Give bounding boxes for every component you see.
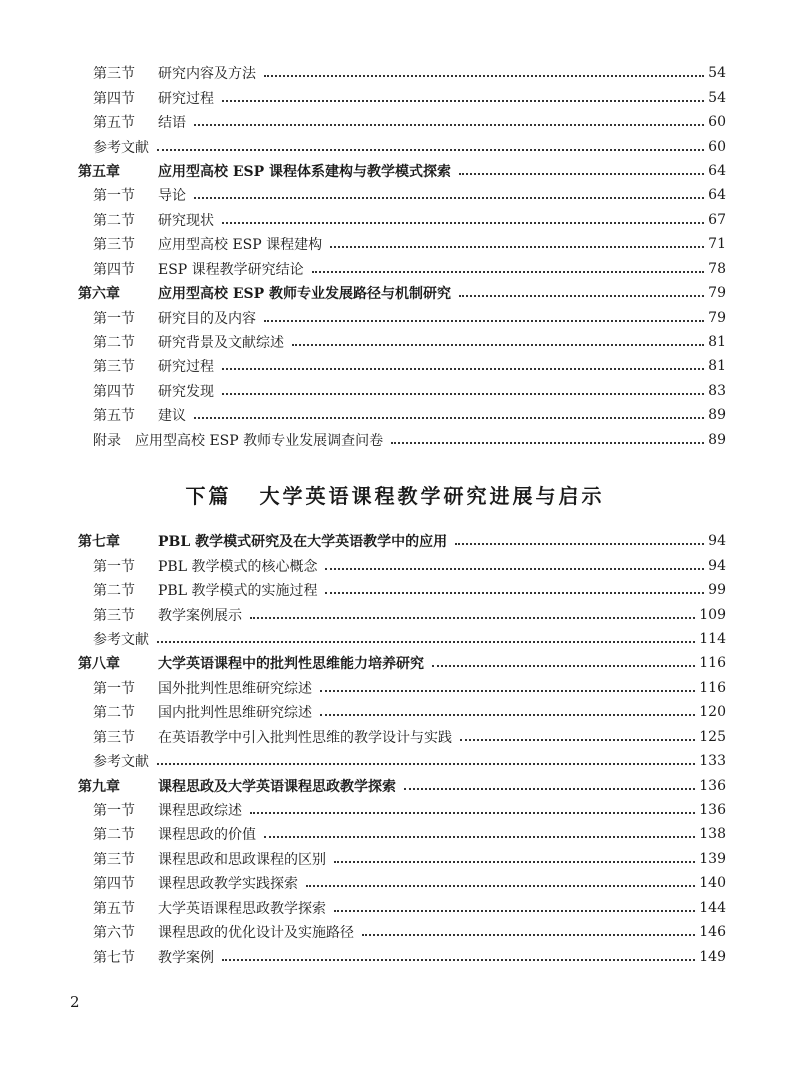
dot-leader [325,592,704,594]
entry-page: 146 [699,924,726,941]
entry-title: 教学案例展示 [158,607,242,624]
toc-section-entry[interactable] [78,85,726,109]
part-label: 下篇 [185,484,232,508]
entry-title: 教学案例 [158,949,214,966]
entry-page: 81 [708,358,726,375]
entry-label: 第五节 [93,408,135,425]
dot-leader [459,173,704,175]
entry-label: 第一节 [93,558,135,575]
entry-label: 第四节 [93,90,135,107]
entry-title: 研究内容及方法 [158,66,256,83]
toc-section-entry[interactable] [78,183,726,207]
dot-leader [312,271,704,273]
toc-chapter-entry[interactable] [78,529,726,553]
entry-label: 第六章 [78,286,120,303]
entry-label: 第七节 [93,949,135,966]
entry-page: 136 [699,777,726,794]
toc-section-entry[interactable] [78,428,726,452]
entry-label: 第三节 [93,359,135,376]
dot-leader [157,763,695,765]
entry-title: 附录 应用型高校 ESP 教师专业发展调查问卷 [93,432,384,449]
dot-leader [306,885,695,887]
dot-leader [250,617,695,619]
part-title: 大学英语课程教学研究进展与启示 [259,484,605,508]
page-number: 2 [70,993,80,1011]
toc-section-entry[interactable] [78,602,726,626]
dot-leader [264,320,704,322]
dot-leader [432,665,695,667]
dot-leader [391,442,704,444]
toc-section-entry[interactable] [78,749,726,773]
entry-page: 94 [708,533,726,550]
dot-leader [459,295,704,297]
entry-page: 94 [708,557,726,574]
entry-title: 国内批判性思维研究综述 [158,705,312,722]
toc-section-entry[interactable] [78,920,726,944]
toc-chapter-entry[interactable] [78,159,726,183]
entry-title: 应用型高校 ESP 课程建构 [158,237,323,254]
entry-title: PBL 教学模式的实施过程 [158,583,318,600]
toc-section-entry[interactable] [78,61,726,85]
toc-section-entry[interactable] [78,798,726,822]
toc-section-entry[interactable] [78,403,726,427]
entry-page: 64 [708,187,726,204]
entry-label: 第三节 [93,237,135,254]
toc-section-entry[interactable] [78,578,726,602]
toc-section-entry[interactable] [78,354,726,378]
entry-label: 第二节 [93,583,135,600]
entry-title: 课程思政和思政课程的区别 [158,851,326,868]
toc-section-entry[interactable] [78,257,726,281]
entry-page: 138 [699,826,726,843]
toc-section-entry[interactable] [78,208,726,232]
dot-leader [455,543,704,545]
entry-label: 第六节 [93,925,135,942]
entry-page: 140 [699,875,726,892]
entry-label: 第三节 [93,66,135,83]
entry-label: 第八章 [78,656,120,673]
dot-leader [194,417,704,419]
toc-chapter-entry[interactable] [78,651,726,675]
dot-leader [194,197,704,199]
toc-section-entry[interactable] [78,305,726,329]
entry-page: 114 [699,630,726,647]
dot-leader [194,124,704,126]
entry-title: 大学英语课程思政教学探索 [158,900,326,917]
entry-page: 54 [708,89,726,106]
entry-title: 课程思政的价值 [158,827,256,844]
entry-label: 第一节 [93,680,135,697]
entry-title: PBL 教学模式的核心概念 [158,558,318,575]
entry-label: 第三节 [93,851,135,868]
dot-leader [222,959,695,961]
dot-leader [334,861,695,863]
toc-section-entry[interactable] [78,379,726,403]
entry-title: 研究发现 [158,383,214,400]
entry-page: 99 [708,582,726,599]
toc-section-entry[interactable] [78,134,726,158]
dot-leader [264,836,695,838]
toc-section-entry[interactable] [78,232,726,256]
entry-page: 116 [699,679,726,696]
entry-label: 第四节 [93,383,135,400]
entry-page: 60 [708,114,726,131]
toc-section-entry[interactable] [78,896,726,920]
entry-title: 研究过程 [158,90,214,107]
toc-section-entry[interactable] [78,330,726,354]
dot-leader [320,714,695,716]
dot-leader [334,910,695,912]
entry-title: 课程思政的优化设计及实施路径 [158,925,354,942]
entry-page: 64 [708,162,726,179]
dot-leader [157,641,695,643]
entry-page: 125 [699,728,726,745]
entry-title: PBL 教学模式研究及在大学英语教学中的应用 [158,534,448,551]
entry-label: 第五节 [93,115,135,132]
entry-label: 第三节 [93,729,135,746]
entry-page: 89 [708,407,726,424]
entry-page: 79 [708,285,726,302]
entry-title: 参考文献 [93,631,149,648]
entry-label: 第一节 [93,803,135,820]
part-heading [0,480,790,509]
entry-page: 71 [708,236,726,253]
entry-page: 83 [708,382,726,399]
entry-title: 研究过程 [158,359,214,376]
toc-section-entry[interactable] [78,700,726,724]
entry-label: 第七章 [78,534,120,551]
toc-section-entry[interactable] [78,847,726,871]
entry-title: 建议 [158,408,186,425]
entry-title: 参考文献 [93,139,149,156]
entry-title: 国外批判性思维研究综述 [158,680,312,697]
toc-section-entry[interactable] [78,627,726,651]
dot-leader [362,934,695,936]
entry-title: 在英语教学中引入批判性思维的教学设计与实践 [158,729,452,746]
entry-title: 课程思政教学实践探索 [158,876,298,893]
toc-section-entry[interactable] [78,944,726,968]
toc-lower [78,529,726,969]
entry-page: 149 [699,948,726,965]
entry-label: 第九章 [78,778,120,795]
toc-section-entry[interactable] [78,553,726,577]
toc-section-entry[interactable] [78,871,726,895]
dot-leader [320,690,695,692]
entry-label: 第五节 [93,900,135,917]
dot-leader [404,788,695,790]
dot-leader [264,75,704,77]
entry-page: 136 [699,802,726,819]
dot-leader [222,222,704,224]
entry-page: 67 [708,211,726,228]
entry-title: 大学英语课程中的批判性思维能力培养研究 [158,656,424,673]
entry-title: 研究目的及内容 [158,310,256,327]
entry-title: ESP 课程教学研究结论 [158,261,304,278]
entry-page: 144 [699,899,726,916]
toc-section-entry[interactable] [78,110,726,134]
entry-label: 第四节 [93,261,135,278]
entry-title: 课程思政综述 [158,803,242,820]
dot-leader [222,393,704,395]
entry-title: 导论 [158,188,186,205]
toc-section-entry[interactable] [78,676,726,700]
entry-label: 第二节 [93,827,135,844]
entry-title: 研究背景及文献综述 [158,335,284,352]
entry-page: 139 [699,850,726,867]
entry-title: 应用型高校 ESP 教师专业发展路径与机制研究 [158,286,452,303]
entry-page: 120 [699,704,726,721]
toc-section-entry[interactable] [78,822,726,846]
entry-page: 60 [708,138,726,155]
entry-title: 结语 [158,115,186,132]
entry-title: 参考文献 [93,754,149,771]
dot-leader [325,568,704,570]
entry-page: 78 [708,260,726,277]
dot-leader [292,344,704,346]
entry-label: 第三节 [93,607,135,624]
dot-leader [157,149,704,151]
entry-page: 79 [708,309,726,326]
entry-page: 89 [708,431,726,448]
entry-page: 81 [708,334,726,351]
dot-leader [460,739,695,741]
entry-title: 应用型高校 ESP 课程体系建构与教学模式探索 [158,163,452,180]
entry-page: 116 [699,655,726,672]
entry-page: 133 [699,753,726,770]
entry-label: 第二节 [93,705,135,722]
entry-label: 第五章 [78,163,120,180]
entry-title: 课程思政及大学英语课程思政教学探索 [158,778,396,795]
toc-chapter-entry[interactable] [78,773,726,797]
entry-label: 第二节 [93,335,135,352]
toc-chapter-entry[interactable] [78,281,726,305]
dot-leader [250,812,695,814]
entry-page: 109 [699,606,726,623]
dot-leader [330,246,704,248]
toc-upper [78,61,726,452]
entry-label: 第一节 [93,310,135,327]
dot-leader [222,368,704,370]
toc-section-entry[interactable] [78,725,726,749]
entry-label: 第一节 [93,188,135,205]
dot-leader [222,100,704,102]
entry-label: 第四节 [93,876,135,893]
entry-page: 54 [708,65,726,82]
entry-label: 第二节 [93,212,135,229]
entry-title: 研究现状 [158,212,214,229]
